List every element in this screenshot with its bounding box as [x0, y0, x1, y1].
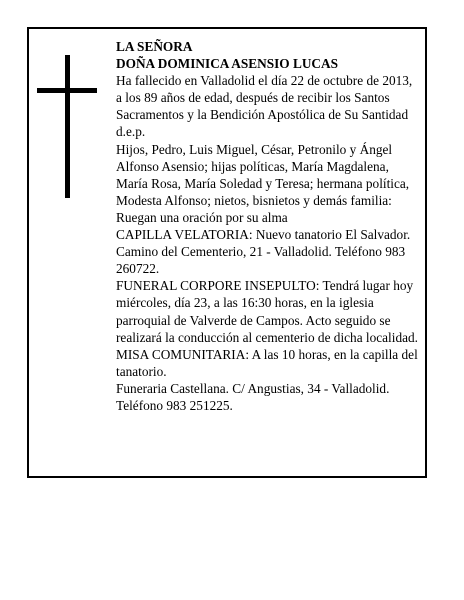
funeral-info: FUNERAL CORPORE INSEPULTO: Tendrá lugar hoy miércoles, día 23, a las 16:30 horas, en la iglesia parroquial de Valverde de Campos. Acto seguido se realizará la conducción al cementerio de dicha localidad. [116, 278, 418, 345]
cross-horizontal-bar [37, 88, 97, 93]
notice-title: LA SEÑORA [116, 39, 193, 54]
wake-chapel-info: CAPILLA VELATORIA: Nuevo tanatorio El Salvador. Camino del Cementerio, 21 - Valladolid. Teléfono 983 260722. [116, 227, 411, 277]
cross-vertical-bar [65, 55, 70, 198]
community-mass-info: MISA COMUNITARIA: A las 10 horas, en la capilla del tanatorio. [116, 346, 418, 379]
obituary-text [116, 38, 421, 414]
family-list: Hijos, Pedro, Luis Miguel, César, Petronilo y Ángel Alfonso Asensio; hijas políticas, María Magdalena, María Rosa, María Soledad y Teresa; hermana política, Modesta Alfonso; nietos, bisnietos y demás familia: [116, 141, 410, 208]
deceased-name: DOÑA DOMINICA ASENSIO LUCAS [116, 56, 339, 72]
cross-icon [37, 55, 97, 198]
death-announcement: Ha fallecido en Valladolid el día 22 de octubre de 2013, a los 89 años de edad, después de recibir los Santos Sacramentos y la Bendición Apostólica de Su Santidad d.e.p. [116, 73, 413, 140]
funeral-home-info: Funeraria Castellana. C/ Angustias, 34 - Valladolid. Teléfono 983 251225. [116, 380, 390, 413]
prayer-request: Ruegan una oración por su alma [116, 209, 288, 225]
